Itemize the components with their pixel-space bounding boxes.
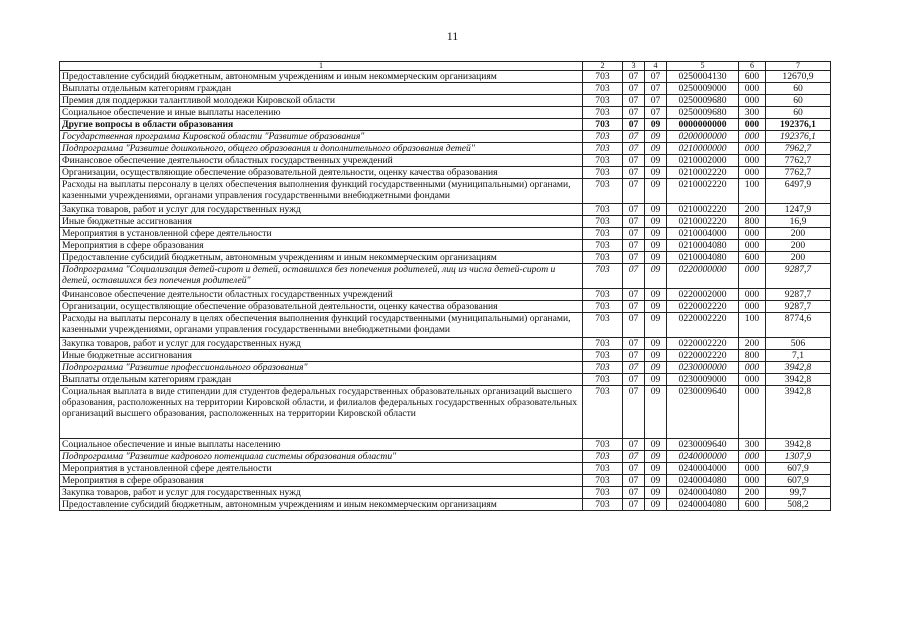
row-section-cell: 07 — [623, 179, 645, 204]
row-subsection-cell: 09 — [645, 167, 667, 179]
row-expense-type-cell: 000 — [739, 475, 766, 487]
table-row — [60, 463, 831, 475]
table-row — [60, 179, 831, 204]
row-code-cell: 703 — [583, 374, 623, 386]
row-code-cell: 703 — [583, 289, 623, 301]
row-section-cell: 07 — [623, 301, 645, 313]
row-amount-cell: 192376,1 — [766, 119, 831, 131]
row-section-cell: 07 — [623, 95, 645, 107]
row-amount-cell: 200 — [766, 228, 831, 240]
row-expense-type-cell: 600 — [739, 252, 766, 264]
row-subsection-cell: 09 — [645, 362, 667, 374]
row-subsection-cell: 07 — [645, 107, 667, 119]
column-header-4: 4 — [645, 62, 667, 71]
row-section-cell: 07 — [623, 240, 645, 252]
row-expense-type-cell: 300 — [739, 439, 766, 451]
table-row — [60, 95, 831, 107]
row-target-cell: 0210000000 — [667, 143, 739, 155]
row-subsection-cell: 07 — [645, 71, 667, 83]
row-name-cell: Организации, осуществляющие обеспечение образовательной деятельности, оценку качества образования — [60, 301, 583, 313]
row-amount-cell: 3942,8 — [766, 386, 831, 439]
table-row — [60, 350, 831, 362]
row-section-cell: 07 — [623, 119, 645, 131]
table-row — [60, 107, 831, 119]
row-amount-cell: 60 — [766, 107, 831, 119]
row-target-cell: 0200000000 — [667, 131, 739, 143]
table-row — [60, 83, 831, 95]
row-expense-type-cell: 000 — [739, 95, 766, 107]
row-code-cell: 703 — [583, 475, 623, 487]
row-amount-cell: 200 — [766, 240, 831, 252]
row-expense-type-cell: 600 — [739, 499, 766, 511]
row-code-cell: 703 — [583, 83, 623, 95]
row-target-cell: 0220002220 — [667, 301, 739, 313]
row-target-cell: 0210002220 — [667, 216, 739, 228]
row-name-cell: Мероприятия в установленной сфере деятельности — [60, 463, 583, 475]
row-target-cell: 0240004080 — [667, 499, 739, 511]
row-section-cell: 07 — [623, 374, 645, 386]
row-code-cell: 703 — [583, 439, 623, 451]
row-subsection-cell: 09 — [645, 499, 667, 511]
row-subsection-cell: 09 — [645, 240, 667, 252]
row-section-cell: 07 — [623, 499, 645, 511]
budget-table — [59, 61, 831, 511]
row-code-cell: 703 — [583, 228, 623, 240]
row-amount-cell: 607,9 — [766, 475, 831, 487]
row-target-cell: 0210004080 — [667, 252, 739, 264]
row-code-cell: 703 — [583, 179, 623, 204]
row-expense-type-cell: 000 — [739, 240, 766, 252]
row-amount-cell: 200 — [766, 252, 831, 264]
row-section-cell: 07 — [623, 362, 645, 374]
row-expense-type-cell: 000 — [739, 83, 766, 95]
row-subsection-cell: 09 — [645, 264, 667, 289]
row-section-cell: 07 — [623, 143, 645, 155]
row-subsection-cell: 09 — [645, 252, 667, 264]
row-code-cell: 703 — [583, 313, 623, 338]
row-name-cell: Другие вопросы в области образования — [60, 119, 583, 131]
column-header-3: 3 — [623, 62, 645, 71]
row-subsection-cell: 09 — [645, 350, 667, 362]
row-name-cell: Предоставление субсидий бюджетным, автономным учреждениям и иным некоммерческим организациям — [60, 252, 583, 264]
table-row — [60, 131, 831, 143]
row-target-cell: 0250004130 — [667, 71, 739, 83]
table-row — [60, 119, 831, 131]
row-expense-type-cell: 000 — [739, 167, 766, 179]
table-row — [60, 313, 831, 338]
table-row — [60, 216, 831, 228]
column-header-5: 5 — [667, 62, 739, 71]
row-target-cell: 0220002000 — [667, 289, 739, 301]
row-name-cell: Подпрограмма "Развитие профессионального образования" — [60, 362, 583, 374]
row-amount-cell: 7,1 — [766, 350, 831, 362]
row-subsection-cell: 09 — [645, 155, 667, 167]
row-subsection-cell: 09 — [645, 338, 667, 350]
row-subsection-cell: 09 — [645, 475, 667, 487]
row-name-cell: Закупка товаров, работ и услуг для государственных нужд — [60, 338, 583, 350]
row-target-cell: 0220002220 — [667, 313, 739, 338]
row-expense-type-cell: 000 — [739, 143, 766, 155]
row-expense-type-cell: 000 — [739, 301, 766, 313]
row-expense-type-cell: 800 — [739, 216, 766, 228]
column-header-6: 6 — [739, 62, 766, 71]
row-section-cell: 07 — [623, 386, 645, 439]
row-amount-cell: 7762,7 — [766, 155, 831, 167]
row-name-cell: Выплаты отдельным категориям граждан — [60, 374, 583, 386]
table-row — [60, 374, 831, 386]
table-row — [60, 252, 831, 264]
row-section-cell: 07 — [623, 107, 645, 119]
row-subsection-cell: 09 — [645, 463, 667, 475]
row-subsection-cell: 09 — [645, 439, 667, 451]
row-name-cell: Расходы на выплаты персоналу в целях обеспечения выполнения функций государственными (муниципальными) органами, казенными учреждениями, органами управления государственными внебюджетными фондами — [60, 313, 583, 338]
row-subsection-cell: 09 — [645, 216, 667, 228]
table-row — [60, 475, 831, 487]
row-name-cell: Предоставление субсидий бюджетным, автономным учреждениям и иным некоммерческим организациям — [60, 71, 583, 83]
row-subsection-cell: 09 — [645, 228, 667, 240]
row-expense-type-cell: 000 — [739, 264, 766, 289]
row-code-cell: 703 — [583, 499, 623, 511]
table-row — [60, 71, 831, 83]
table-row — [60, 499, 831, 511]
row-expense-type-cell: 100 — [739, 313, 766, 338]
row-code-cell: 703 — [583, 301, 623, 313]
row-subsection-cell: 09 — [645, 374, 667, 386]
row-name-cell: Предоставление субсидий бюджетным, автономным учреждениям и иным некоммерческим организациям — [60, 499, 583, 511]
row-expense-type-cell: 200 — [739, 338, 766, 350]
row-amount-cell: 3942,8 — [766, 439, 831, 451]
row-amount-cell: 60 — [766, 83, 831, 95]
row-code-cell: 703 — [583, 155, 623, 167]
row-target-cell: 0210002220 — [667, 179, 739, 204]
row-subsection-cell: 09 — [645, 301, 667, 313]
row-expense-type-cell: 100 — [739, 179, 766, 204]
row-target-cell: 0230009000 — [667, 374, 739, 386]
row-expense-type-cell: 000 — [739, 119, 766, 131]
row-section-cell: 07 — [623, 487, 645, 499]
row-section-cell: 07 — [623, 167, 645, 179]
row-code-cell: 703 — [583, 71, 623, 83]
row-code-cell: 703 — [583, 362, 623, 374]
row-section-cell: 07 — [623, 313, 645, 338]
row-expense-type-cell: 000 — [739, 289, 766, 301]
row-target-cell: 0230009640 — [667, 439, 739, 451]
row-code-cell: 703 — [583, 119, 623, 131]
row-amount-cell: 9287,7 — [766, 301, 831, 313]
row-section-cell: 07 — [623, 204, 645, 216]
row-subsection-cell: 07 — [645, 83, 667, 95]
row-section-cell: 07 — [623, 289, 645, 301]
row-section-cell: 07 — [623, 451, 645, 463]
row-name-cell: Подпрограмма "Развитие кадрового потенциала системы образования области" — [60, 451, 583, 463]
row-target-cell: 0210004000 — [667, 228, 739, 240]
table-row — [60, 289, 831, 301]
row-section-cell: 07 — [623, 475, 645, 487]
row-code-cell: 703 — [583, 143, 623, 155]
row-amount-cell: 506 — [766, 338, 831, 350]
row-name-cell: Иные бюджетные ассигнования — [60, 216, 583, 228]
row-subsection-cell: 09 — [645, 289, 667, 301]
row-name-cell: Организации, осуществляющие обеспечение образовательной деятельности, оценку качества образования — [60, 167, 583, 179]
row-subsection-cell: 09 — [645, 143, 667, 155]
row-section-cell: 07 — [623, 439, 645, 451]
row-code-cell: 703 — [583, 350, 623, 362]
row-code-cell: 703 — [583, 107, 623, 119]
row-name-cell: Финансовое обеспечение деятельности областных государственных учреждений — [60, 155, 583, 167]
row-subsection-cell: 09 — [645, 204, 667, 216]
row-name-cell: Выплаты отдельным категориям граждан — [60, 83, 583, 95]
table-row — [60, 155, 831, 167]
row-target-cell: 0220002220 — [667, 338, 739, 350]
row-target-cell: 0000000000 — [667, 119, 739, 131]
row-amount-cell: 9287,7 — [766, 264, 831, 289]
row-name-cell: Мероприятия в сфере образования — [60, 240, 583, 252]
column-header-1: 1 — [60, 62, 583, 71]
row-section-cell: 07 — [623, 338, 645, 350]
row-subsection-cell: 09 — [645, 119, 667, 131]
row-amount-cell: 60 — [766, 95, 831, 107]
table-row — [60, 143, 831, 155]
row-code-cell: 703 — [583, 204, 623, 216]
row-amount-cell: 508,2 — [766, 499, 831, 511]
table-row — [60, 167, 831, 179]
row-section-cell: 07 — [623, 252, 645, 264]
table-row — [60, 338, 831, 350]
column-header-2: 2 — [583, 62, 623, 71]
row-section-cell: 07 — [623, 83, 645, 95]
table-row — [60, 264, 831, 289]
row-amount-cell: 16,9 — [766, 216, 831, 228]
row-name-cell: Социальное обеспечение и иные выплаты населению — [60, 107, 583, 119]
row-target-cell: 0250009000 — [667, 83, 739, 95]
row-name-cell: Финансовое обеспечение деятельности областных государственных учреждений — [60, 289, 583, 301]
row-target-cell: 0240004000 — [667, 463, 739, 475]
row-subsection-cell: 09 — [645, 487, 667, 499]
table-body — [60, 71, 831, 511]
row-amount-cell: 7962,7 — [766, 143, 831, 155]
row-amount-cell: 8774,6 — [766, 313, 831, 338]
row-target-cell: 0210002220 — [667, 167, 739, 179]
table-row — [60, 228, 831, 240]
table-row — [60, 487, 831, 499]
row-section-cell: 07 — [623, 155, 645, 167]
row-section-cell: 07 — [623, 264, 645, 289]
row-code-cell: 703 — [583, 131, 623, 143]
row-expense-type-cell: 000 — [739, 362, 766, 374]
row-target-cell: 0230000000 — [667, 362, 739, 374]
row-subsection-cell: 09 — [645, 313, 667, 338]
row-code-cell: 703 — [583, 386, 623, 439]
table-row — [60, 451, 831, 463]
row-target-cell: 0250009680 — [667, 95, 739, 107]
row-amount-cell: 6497,9 — [766, 179, 831, 204]
row-subsection-cell: 09 — [645, 179, 667, 204]
page-number: 11 — [446, 29, 459, 43]
row-target-cell: 0220000000 — [667, 264, 739, 289]
row-target-cell: 0230009640 — [667, 386, 739, 439]
row-target-cell: 0250009680 — [667, 107, 739, 119]
row-amount-cell: 607,9 — [766, 463, 831, 475]
row-code-cell: 703 — [583, 463, 623, 475]
row-name-cell: Государственная программа Кировской области "Развитие образования" — [60, 131, 583, 143]
row-amount-cell: 12670,9 — [766, 71, 831, 83]
row-expense-type-cell: 200 — [739, 204, 766, 216]
row-amount-cell: 1247,9 — [766, 204, 831, 216]
row-section-cell: 07 — [623, 463, 645, 475]
row-code-cell: 703 — [583, 338, 623, 350]
table-row — [60, 439, 831, 451]
row-name-cell: Премия для поддержки талантливой молодежи Кировской области — [60, 95, 583, 107]
row-target-cell: 0240004080 — [667, 475, 739, 487]
row-amount-cell: 7762,7 — [766, 167, 831, 179]
row-section-cell: 07 — [623, 228, 645, 240]
row-amount-cell: 192376,1 — [766, 131, 831, 143]
row-code-cell: 703 — [583, 216, 623, 228]
row-section-cell: 07 — [623, 131, 645, 143]
column-header-7: 7 — [766, 62, 831, 71]
table-row — [60, 362, 831, 374]
row-code-cell: 703 — [583, 240, 623, 252]
row-code-cell: 703 — [583, 451, 623, 463]
row-code-cell: 703 — [583, 167, 623, 179]
row-subsection-cell: 09 — [645, 386, 667, 439]
row-expense-type-cell: 200 — [739, 487, 766, 499]
row-amount-cell: 9287,7 — [766, 289, 831, 301]
row-expense-type-cell: 000 — [739, 386, 766, 439]
row-expense-type-cell: 000 — [739, 463, 766, 475]
row-code-cell: 703 — [583, 252, 623, 264]
row-target-cell: 0210002000 — [667, 155, 739, 167]
table-row — [60, 386, 831, 439]
row-name-cell: Социальная выплата в виде стипендии для студентов федеральных государственных образовательных организаций высшего образования, расположенных на территории Кировской области, и филиалов федеральных государственных образовательных организаций высшего образования, расположенных на территории Кировской области — [60, 386, 583, 439]
row-subsection-cell: 09 — [645, 451, 667, 463]
row-code-cell: 703 — [583, 95, 623, 107]
row-expense-type-cell: 000 — [739, 228, 766, 240]
row-name-cell: Социальное обеспечение и иные выплаты населению — [60, 439, 583, 451]
row-expense-type-cell: 000 — [739, 155, 766, 167]
row-expense-type-cell: 000 — [739, 374, 766, 386]
header-row — [60, 62, 831, 71]
row-name-cell: Расходы на выплаты персоналу в целях обеспечения выполнения функций государственными (муниципальными) органами, казенными учреждениями, органами управления государственными внебюджетными фондами — [60, 179, 583, 204]
row-expense-type-cell: 000 — [739, 131, 766, 143]
row-name-cell: Закупка товаров, работ и услуг для государственных нужд — [60, 204, 583, 216]
row-name-cell: Мероприятия в установленной сфере деятельности — [60, 228, 583, 240]
row-amount-cell: 99,7 — [766, 487, 831, 499]
row-amount-cell: 3942,8 — [766, 374, 831, 386]
row-name-cell: Подпрограмма "Социализация детей-сирот и детей, оставшихся без попечения родителей, лиц из числа детей-сирот и детей, оставшихся без попечения родителей" — [60, 264, 583, 289]
table-row — [60, 204, 831, 216]
row-target-cell: 0210004080 — [667, 240, 739, 252]
row-amount-cell: 3942,8 — [766, 362, 831, 374]
row-section-cell: 07 — [623, 71, 645, 83]
row-name-cell: Подпрограмма "Развитие дошкольного, общего образования и дополнительного образования детей" — [60, 143, 583, 155]
row-target-cell: 0220002220 — [667, 350, 739, 362]
table-row — [60, 301, 831, 313]
row-amount-cell: 1307,9 — [766, 451, 831, 463]
row-subsection-cell: 09 — [645, 131, 667, 143]
row-code-cell: 703 — [583, 487, 623, 499]
row-expense-type-cell: 800 — [739, 350, 766, 362]
row-target-cell: 0210002220 — [667, 204, 739, 216]
row-section-cell: 07 — [623, 216, 645, 228]
row-expense-type-cell: 600 — [739, 71, 766, 83]
row-section-cell: 07 — [623, 350, 645, 362]
row-code-cell: 703 — [583, 264, 623, 289]
row-name-cell: Мероприятия в сфере образования — [60, 475, 583, 487]
table-row — [60, 240, 831, 252]
row-subsection-cell: 07 — [645, 95, 667, 107]
row-expense-type-cell: 300 — [739, 107, 766, 119]
row-expense-type-cell: 000 — [739, 451, 766, 463]
row-name-cell: Иные бюджетные ассигнования — [60, 350, 583, 362]
row-name-cell: Закупка товаров, работ и услуг для государственных нужд — [60, 487, 583, 499]
row-target-cell: 0240000000 — [667, 451, 739, 463]
row-target-cell: 0240004080 — [667, 487, 739, 499]
